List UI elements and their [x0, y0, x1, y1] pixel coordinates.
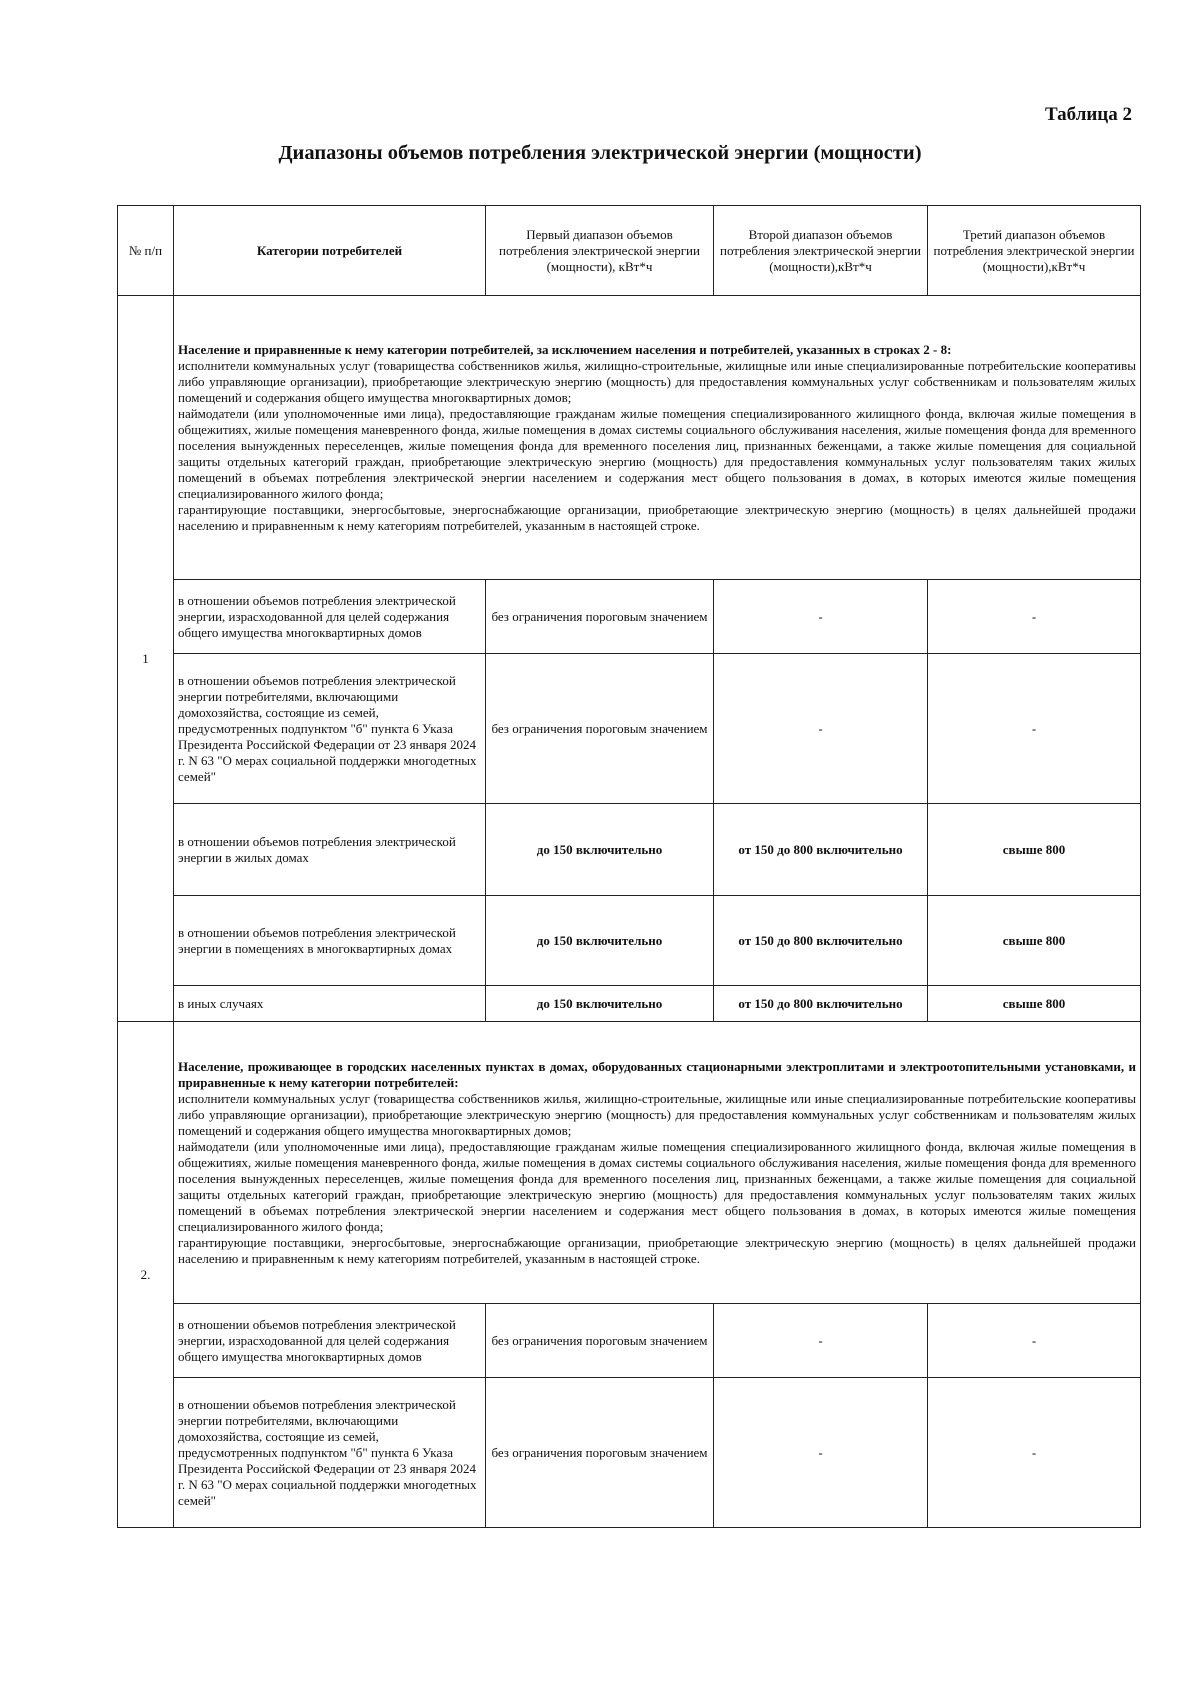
- range-2-cell: от 150 до 800 включительно: [714, 896, 928, 986]
- section-1-number: 1: [118, 296, 174, 1022]
- range-1-cell: без ограничения пороговым значением: [486, 1304, 714, 1378]
- section-1-description: [174, 296, 1141, 580]
- table-row: [118, 654, 1141, 804]
- consumption-ranges-table: [117, 205, 1141, 1528]
- table-row: [118, 804, 1141, 896]
- range-1-cell: без ограничения пороговым значением: [486, 1378, 714, 1528]
- section-2-number: 2.: [118, 1022, 174, 1528]
- range-3-cell: свыше 800: [928, 804, 1141, 896]
- range-2-cell: -: [714, 1378, 928, 1528]
- table-row: [118, 896, 1141, 986]
- range-2-cell: -: [714, 580, 928, 654]
- range-1-cell: без ограничения пороговым значением: [486, 580, 714, 654]
- table-row: [118, 580, 1141, 654]
- range-2-cell: от 150 до 800 включительно: [714, 804, 928, 896]
- document-title: Диапазоны объемов потребления электрической энергии (мощности): [278, 142, 922, 164]
- range-2-cell: от 150 до 800 включительно: [714, 986, 928, 1022]
- range-2-cell: -: [714, 654, 928, 804]
- range-3-cell: -: [928, 580, 1141, 654]
- category-cell: в отношении объемов потребления электрической энергии потребителями, включающими домохозяйства, состоящие из семей, предусмотренных подпунктом "б" пункта 6 Указа Президента Российской Федерации от 23 января 2024 г. N 63 "О мерах социальной поддержки многодетных семей": [174, 654, 486, 804]
- category-cell: в отношении объемов потребления электрической энергии в жилых домах: [174, 804, 486, 896]
- range-1-cell: до 150 включительно: [486, 804, 714, 896]
- range-3-cell: -: [928, 1378, 1141, 1528]
- category-cell: в иных случаях: [174, 986, 486, 1022]
- section-2-description: [174, 1022, 1141, 1304]
- range-1-cell: без ограничения пороговым значением: [486, 654, 714, 804]
- header-range-3: Третий диапазон объемов потребления электрической энергии (мощности),кВт*ч: [928, 206, 1141, 296]
- section-2-heading: Население, проживающее в городских населенных пунктах в домах, оборудованных стационарными электроплитами и электроотопительными установками, и приравненные к нему категории потребителей:: [178, 1058, 1136, 1090]
- table-header-row: [118, 206, 1141, 296]
- range-3-cell: свыше 800: [928, 986, 1141, 1022]
- section-1-paragraph: исполнители коммунальных услуг (товарищества собственников жилья, жилищно-строительные, жилищные или иные специализированные потребительские кооперативы либо управляющие организации), приобретающие электрическую энергию (мощность) для предоставления коммунальных услуг собственникам и пользователям жилых помещений и содержания общего имущества многоквартирных домов;: [178, 357, 1136, 405]
- table-row: [118, 1378, 1141, 1528]
- category-cell: в отношении объемов потребления электрической энергии, израсходованной для целей содержания общего имущества многоквартирных домов: [174, 1304, 486, 1378]
- range-3-cell: -: [928, 1304, 1141, 1378]
- section-1-description-row: [118, 296, 1141, 580]
- section-2-paragraph: гарантирующие поставщики, энергосбытовые, энергоснабжающие организации, приобретающие электрическую энергию (мощность) в целях дальнейшей продажи населению и приравненным к нему категориям потребителей, указанным в настоящей строке.: [178, 1234, 1136, 1266]
- range-2-cell: -: [714, 1304, 928, 1378]
- range-3-cell: -: [928, 654, 1141, 804]
- section-2-description-row: [118, 1022, 1141, 1304]
- range-3-cell: свыше 800: [928, 896, 1141, 986]
- header-range-2: Второй диапазон объемов потребления электрической энергии (мощности),кВт*ч: [714, 206, 928, 296]
- header-category: Категории потребителей: [174, 206, 486, 296]
- section-1-paragraph: гарантирующие поставщики, энергосбытовые, энергоснабжающие организации, приобретающие электрическую энергию (мощность) в целях дальнейшей продажи населению и приравненным к нему категориям потребителей, указанным в настоящей строке.: [178, 501, 1136, 533]
- header-range-1: Первый диапазон объемов потребления электрической энергии (мощности), кВт*ч: [486, 206, 714, 296]
- range-1-cell: до 150 включительно: [486, 986, 714, 1022]
- table-row: [118, 1304, 1141, 1378]
- section-2-paragraph: наймодатели (или уполномоченные ими лица), предоставляющие гражданам жилые помещения специализированного жилищного фонда, включая жилые помещения в общежитиях, жилые помещения маневренного фонда, жилые помещения в домах системы социального обслуживания населения, жилые помещения фонда для временного поселения вынужденных переселенцев, жилые помещения фонда для временного поселения лиц, признанных беженцами, а также жилые помещения для социальной защиты отдельных категорий граждан, приобретающие электрическую энергию (мощность) для предоставления коммунальных услуг пользователям таких жилых помещений в объемах потребления электрической энергии населением и содержания мест общего пользования в домах, в которых имеются жилые помещения специализированного жилого фонда;: [178, 1138, 1136, 1234]
- category-cell: в отношении объемов потребления электрической энергии потребителями, включающими домохозяйства, состоящие из семей, предусмотренных подпунктом "б" пункта 6 Указа Президента Российской Федерации от 23 января 2024 г. N 63 "О мерах социальной поддержки многодетных семей": [174, 1378, 486, 1528]
- category-cell: в отношении объемов потребления электрической энергии в помещениях в многоквартирных домах: [174, 896, 486, 986]
- section-2-paragraph: исполнители коммунальных услуг (товарищества собственников жилья, жилищно-строительные, жилищные или иные специализированные потребительские кооперативы либо управляющие организации), приобретающие электрическую энергию (мощность) для предоставления коммунальных услуг собственникам и пользователям жилых помещений и содержания общего имущества многоквартирных домов;: [178, 1090, 1136, 1138]
- section-1-paragraph: наймодатели (или уполномоченные ими лица), предоставляющие гражданам жилые помещения специализированного жилищного фонда, включая жилые помещения в общежитиях, жилые помещения маневренного фонда, жилые помещения в домах системы социального обслуживания населения, жилые помещения фонда для временного поселения вынужденных переселенцев, жилые помещения фонда для временного поселения лиц, признанных беженцами, а также жилые помещения для социальной защиты отдельных категорий граждан, приобретающие электрическую энергию (мощность) для предоставления коммунальных услуг пользователям таких жилых помещений в объемах потребления электрической энергии населением и содержания мест общего пользования в домах, в которых имеются жилые помещения специализированного жилого фонда;: [178, 405, 1136, 501]
- header-number: № п/п: [118, 206, 174, 296]
- table-row: [118, 986, 1141, 1022]
- section-1-heading: Население и приравненные к нему категории потребителей, за исключением населения и потребителей, указанных в строках 2 - 8:: [178, 341, 952, 357]
- table-label: Таблица 2: [1044, 104, 1132, 125]
- range-1-cell: до 150 включительно: [486, 896, 714, 986]
- category-cell: в отношении объемов потребления электрической энергии, израсходованной для целей содержания общего имущества многоквартирных домов: [174, 580, 486, 654]
